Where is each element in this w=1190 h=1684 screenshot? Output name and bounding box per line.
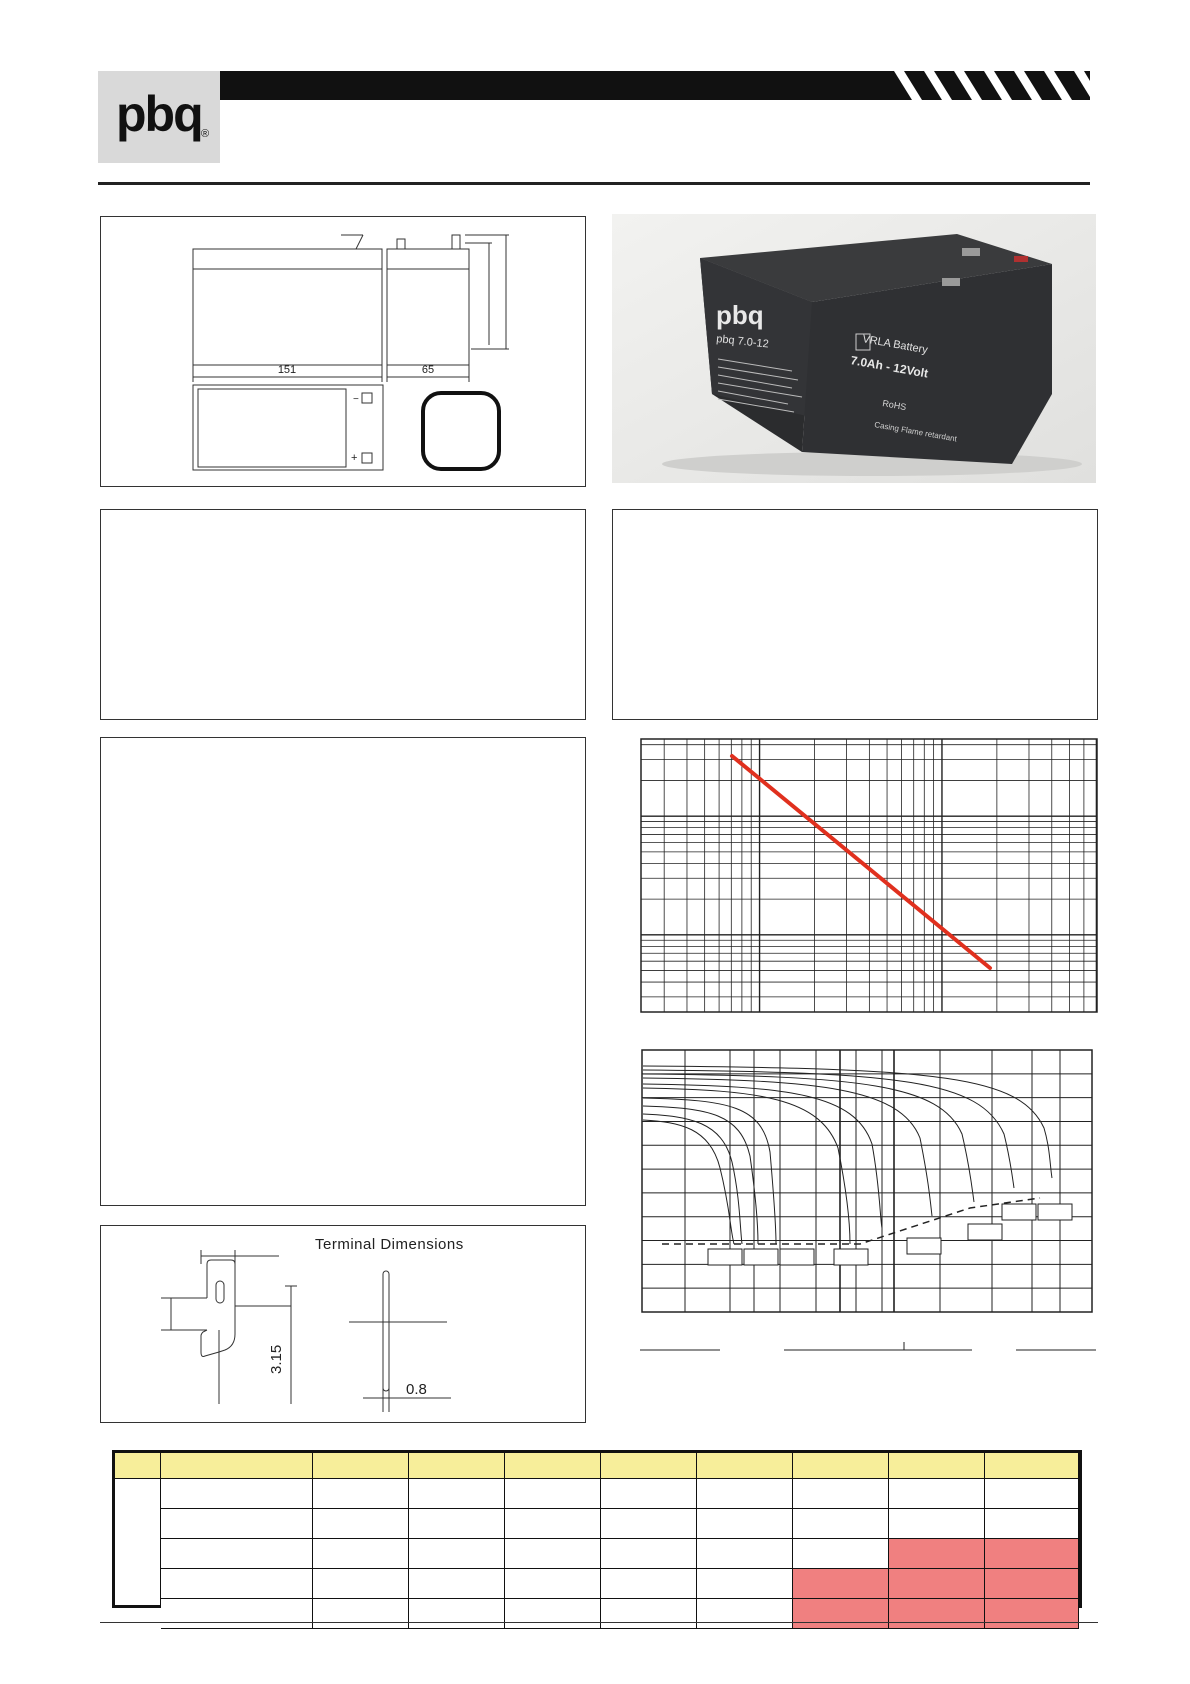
table-cell [697, 1539, 793, 1569]
table-cell [505, 1509, 601, 1539]
table-cell [313, 1539, 409, 1569]
terminal-height-value: 3.15 [268, 1344, 285, 1374]
table-cell [505, 1599, 601, 1629]
table-cell [505, 1539, 601, 1569]
table-cell [697, 1599, 793, 1629]
width-dimension: 65 [421, 364, 435, 376]
terminal-dimensions-panel [100, 1225, 586, 1423]
positive-terminal-mark: + [351, 452, 358, 464]
table-cell [409, 1539, 505, 1569]
table-cell [793, 1599, 889, 1629]
spec-panel-left [100, 509, 586, 720]
photo-type: VRLA Battery [861, 333, 929, 357]
table-cell [601, 1509, 697, 1539]
photo-rating: 7.0Ah - 12Volt [849, 353, 930, 381]
table-header-cell [985, 1453, 1079, 1479]
terminal-thickness-value: 0.8 [406, 1381, 427, 1398]
table-cell [889, 1599, 985, 1629]
photo-footer: Casing Flame retardant [873, 420, 958, 444]
table-cell [985, 1569, 1079, 1599]
logo-box [98, 71, 220, 163]
table-cell [601, 1479, 697, 1509]
table-cell [985, 1539, 1079, 1569]
negative-terminal-mark: − [353, 394, 359, 405]
table-header-cell [889, 1453, 985, 1479]
table-cell [409, 1599, 505, 1629]
product-photo [612, 214, 1096, 483]
table-cell [889, 1509, 985, 1539]
table-cell [601, 1599, 697, 1629]
photo-model: pbq 7.0-12 [715, 333, 770, 351]
table-cell [161, 1509, 313, 1539]
table-header-cell [161, 1453, 313, 1479]
table-header-cell [115, 1453, 161, 1479]
table-cell [793, 1539, 889, 1569]
terminal-drawing [101, 1226, 587, 1424]
table-cell [161, 1479, 313, 1509]
table-cell [313, 1509, 409, 1539]
table-cell [697, 1479, 793, 1509]
dimension-drawing-panel [100, 216, 586, 487]
discharge-table [112, 1450, 1082, 1608]
table-cell [793, 1479, 889, 1509]
table-cell [985, 1479, 1079, 1509]
registered-mark: ® [201, 128, 210, 140]
table-cell [313, 1599, 409, 1629]
photo-brand: pbq [716, 300, 764, 330]
table-cell [409, 1569, 505, 1599]
table-cell [161, 1539, 313, 1569]
table-cell [161, 1599, 313, 1629]
table-header-cell [313, 1453, 409, 1479]
length-dimension: 151 [277, 364, 297, 376]
logo-text: pbq [116, 86, 202, 142]
header-stripes [880, 71, 1090, 100]
table-header-cell [409, 1453, 505, 1479]
table-cell [601, 1569, 697, 1599]
table-cell [889, 1539, 985, 1569]
photo-cert: RoHS [881, 398, 908, 413]
header-rule [98, 182, 1090, 185]
terminal-dimensions-title: Terminal Dimensions [315, 1236, 464, 1253]
table-group-cell [115, 1479, 161, 1605]
table-header-cell [601, 1453, 697, 1479]
table-cell [601, 1539, 697, 1569]
table-cell [313, 1569, 409, 1599]
footer-rule [100, 1622, 1098, 1623]
table-header-cell [505, 1453, 601, 1479]
table-cell [505, 1479, 601, 1509]
table-cell [793, 1569, 889, 1599]
table-cell [161, 1569, 313, 1599]
table-header-cell [697, 1453, 793, 1479]
spec-panel-main [100, 737, 586, 1206]
table-cell [313, 1479, 409, 1509]
log-grid-chart [640, 738, 1098, 1013]
table-cell [985, 1509, 1079, 1539]
table-header-cell [793, 1453, 889, 1479]
time-axis-rules [640, 1342, 1096, 1350]
discharge-chart [640, 1048, 1096, 1372]
table-cell [409, 1509, 505, 1539]
battery-illustration [612, 214, 1096, 483]
table-cell [697, 1509, 793, 1539]
dimension-drawing [101, 217, 587, 488]
table-cell [409, 1479, 505, 1509]
spec-panel-right [612, 509, 1098, 720]
table-cell [697, 1569, 793, 1599]
table-cell [793, 1509, 889, 1539]
table-cell [889, 1479, 985, 1509]
table-cell [985, 1599, 1079, 1629]
table-cell [889, 1569, 985, 1599]
table-cell [505, 1569, 601, 1599]
